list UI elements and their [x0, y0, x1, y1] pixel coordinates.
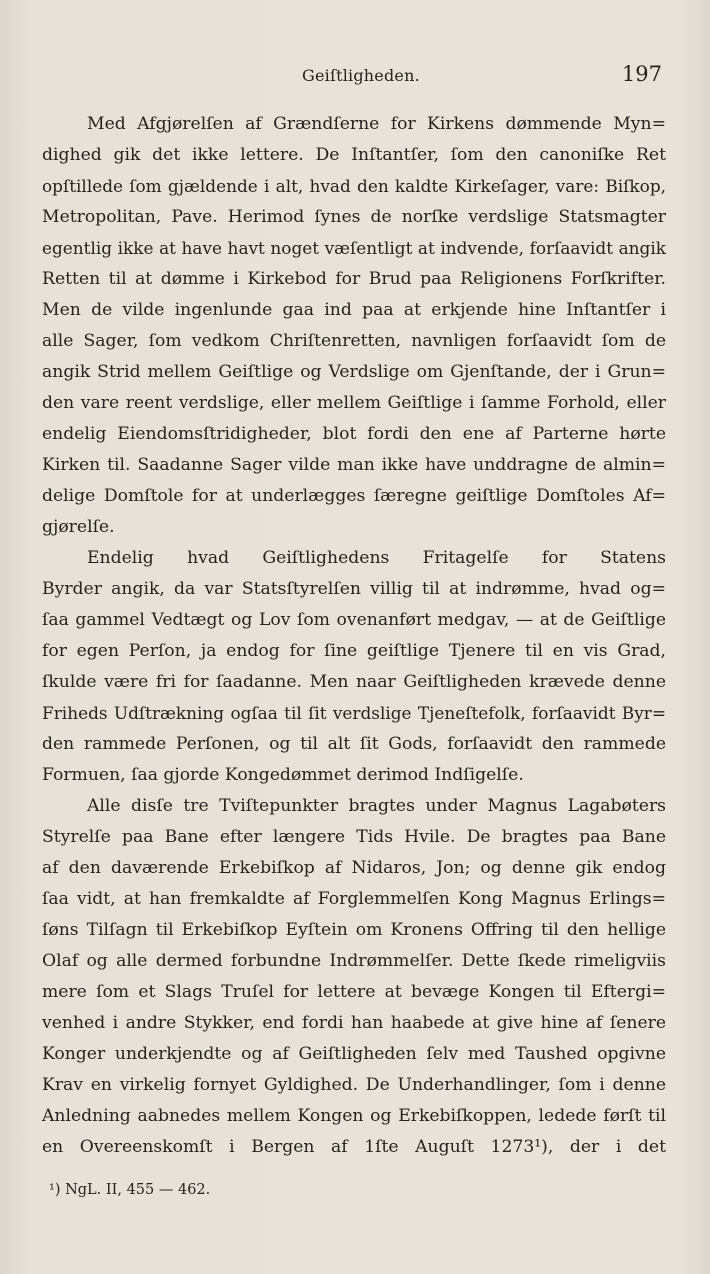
- text-line: dighed gik det ikke lettere. De Inſtantſer, ſom den canoniſke Ret: [42, 145, 666, 165]
- text-line: for egen Perſon, ja endog for ſine geiſtlige Tjenere til en vis Grad,: [42, 641, 666, 661]
- text-line: en Overeenskomſt i Bergen af 1ſte Auguſt 1273¹), der i det: [42, 1137, 666, 1157]
- text-line: Retten til at dømme i Kirkebod for Brud paa Religionens Forſkrifter.: [42, 269, 666, 289]
- text-line: Styrelſe paa Bane efter længere Tids Hvile. De bragtes paa Bane: [42, 827, 666, 847]
- text-line: Kirken til. Saadanne Sager vilde man ikke have unddragne de almin=: [42, 455, 666, 475]
- text-line: endelig Eiendomsſtridigheder, blot fordi den ene af Parterne hørte: [42, 424, 666, 444]
- running-title: Geiſtligheden.: [302, 66, 420, 85]
- text-line: ſaa gammel Vedtægt og Lov ſom ovenanført medgav, — at de Geiſtlige: [42, 610, 666, 630]
- body-text: [42, 109, 666, 1163]
- text-line: Konger underkjendte og af Geiſtligheden ſelv med Taushed opgivne: [42, 1044, 666, 1064]
- text-line: Anledning aabnedes mellem Kongen og Erkebiſkoppen, ledede førſt til: [42, 1106, 666, 1126]
- text-line: alle Sager, ſom vedkom Chriſtenretten, navnligen forſaavidt ſom de: [42, 331, 666, 351]
- text-line: Metropolitan, Pave. Herimod ſynes de norſke verdslige Statsmagter: [42, 207, 666, 227]
- text-line: den rammede Perſonen, og til alt ſit Gods, forſaavidt den rammede: [42, 734, 666, 754]
- text-line: Byrder angik, da var Statsſtyrelſen villig til at indrømme, hvad og=: [42, 579, 666, 599]
- text-line: den vare reent verdslige, eller mellem Geiſtlige i ſamme Forhold, eller: [42, 393, 666, 413]
- text-line: opſtillede ſom gjældende i alt, hvad den kaldte Kirkeſager, vare: Biſkop,: [42, 176, 666, 196]
- page-number: 197: [621, 62, 662, 86]
- text-line: af den daværende Erkebiſkop af Nidaros, Jon; og denne gik endog: [42, 858, 666, 878]
- text-line: ſaa vidt, at han fremkaldte af Forglemmelſen Kong Magnus Erlings=: [42, 889, 666, 909]
- text-line: angik Strid mellem Geiſtlige og Verdslige om Gjenſtande, der i Grun=: [42, 362, 666, 382]
- footnote: ¹) NgL. II, 455 — 462.: [49, 1182, 211, 1198]
- text-line: venhed i andre Stykker, end fordi han haabede at give hine af ſenere: [42, 1013, 666, 1033]
- text-line: Med Afgjørelſen af Grændſerne for Kirkens dømmende Myn=: [87, 114, 666, 134]
- text-line: gjørelſe.: [42, 517, 115, 537]
- text-line: ſkulde være fri for ſaadanne. Men naar Geiſtligheden krævede denne: [42, 672, 666, 692]
- text-line: Formuen, ſaa gjorde Kongedømmet derimod Indſigelſe.: [42, 765, 524, 785]
- text-line: Friheds Udſtrækning ogſaa til ſit verdslige Tjeneſtefolk, forſaavidt Byr=: [42, 703, 666, 723]
- text-line: Endelig hvad Geiſtlighedens Fritagelſe for Statens: [87, 548, 666, 568]
- running-header: [40, 62, 668, 92]
- text-line: Men de vilde ingenlunde gaa ind paa at erkjende hine Inſtantſer i: [42, 300, 666, 320]
- text-line: mere ſom et Slags Truſel for lettere at bevæge Kongen til Eftergi=: [42, 982, 666, 1002]
- text-line: Alle disſe tre Tviſtepunkter bragtes under Magnus Lagabøters: [87, 796, 666, 816]
- text-line: ſøns Tilſagn til Erkebiſkop Eyſtein om Kronens Offring til den hellige: [42, 920, 666, 940]
- text-line: egentlig ikke at have havt noget væſentligt at indvende, forſaavidt angik: [42, 238, 666, 258]
- text-line: delige Domſtole for at underlægges ſæregne geiſtlige Domſtoles Af=: [42, 486, 666, 506]
- text-line: Olaf og alle dermed forbundne Indrømmelſer. Dette ſkede rimeligviis: [42, 951, 666, 971]
- text-line: Krav en virkelig fornyet Gyldighed. De Underhandlinger, ſom i denne: [42, 1075, 666, 1095]
